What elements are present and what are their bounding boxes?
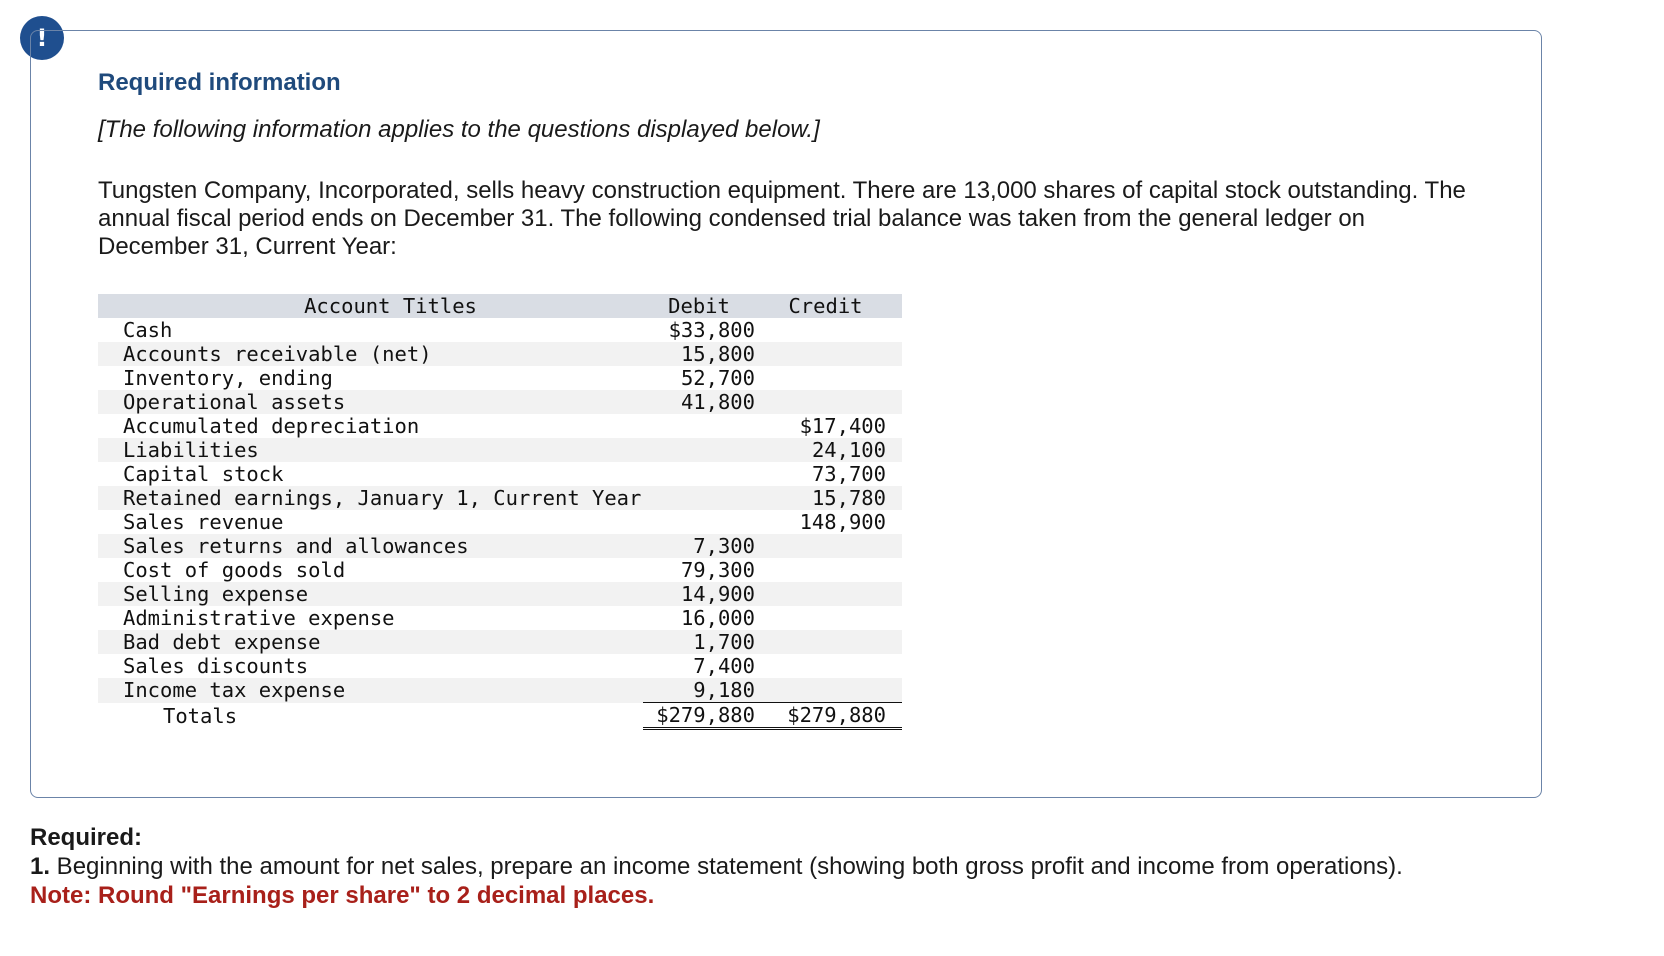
trial-balance-row bbox=[98, 390, 902, 414]
credit-amount bbox=[765, 390, 902, 414]
credit-amount: 24,100 bbox=[765, 438, 902, 462]
account-title: Administrative expense bbox=[123, 606, 395, 630]
debit-amount: $33,800 bbox=[668, 318, 755, 342]
credit-amount bbox=[765, 534, 902, 558]
credit-amount: $17,400 bbox=[799, 414, 886, 438]
trial-balance-row bbox=[98, 654, 902, 678]
header-credit: Credit bbox=[765, 294, 902, 318]
required-note: Note: Round "Earnings per share" to 2 decimal places. bbox=[30, 882, 655, 909]
account-title: Bad debt expense bbox=[98, 630, 643, 654]
trial-balance-row bbox=[98, 342, 902, 366]
debit-amount: 7,300 bbox=[643, 534, 755, 558]
alert-icon: ! bbox=[20, 16, 64, 60]
account-title: Operational assets bbox=[98, 390, 643, 414]
required-label: Required: bbox=[30, 824, 143, 851]
info-heading: Required information bbox=[98, 69, 341, 96]
credit-amount bbox=[765, 558, 902, 582]
trial-balance-row bbox=[98, 486, 902, 510]
trial-balance-row bbox=[98, 366, 902, 390]
credit-amount bbox=[765, 342, 902, 366]
debit-amount: 7,400 bbox=[693, 654, 755, 678]
trial-balance-row bbox=[98, 630, 902, 654]
credit-amount bbox=[765, 630, 902, 654]
trial-balance-row bbox=[98, 438, 902, 462]
account-title: Accumulated depreciation bbox=[123, 414, 420, 438]
account-title: Retained earnings, January 1, Current Year bbox=[98, 486, 643, 510]
totals-label: Totals bbox=[98, 703, 643, 729]
credit-amount bbox=[765, 678, 902, 703]
trial-balance-table bbox=[98, 294, 902, 730]
trial-balance-row bbox=[98, 606, 902, 630]
header-debit: Debit bbox=[643, 294, 755, 318]
trial-balance-totals-row bbox=[98, 703, 902, 729]
trial-balance-row bbox=[98, 582, 902, 606]
trial-balance-row bbox=[98, 558, 902, 582]
credit-amount: 15,780 bbox=[765, 486, 902, 510]
total-credit: $279,880 bbox=[765, 703, 902, 729]
header-account-titles: Account Titles bbox=[98, 294, 643, 318]
debit-amount: 41,800 bbox=[643, 390, 755, 414]
debit-amount bbox=[643, 462, 755, 486]
debit-amount: 15,800 bbox=[643, 342, 755, 366]
trial-balance-row bbox=[98, 318, 902, 342]
required-item-number: 1. bbox=[30, 853, 51, 880]
trial-balance-row bbox=[98, 462, 902, 486]
account-title: Capital stock bbox=[123, 462, 284, 486]
credit-amount bbox=[765, 366, 902, 390]
account-title: Sales discounts bbox=[123, 654, 309, 678]
total-debit: $279,880 bbox=[643, 703, 755, 729]
account-title: Sales returns and allowances bbox=[98, 534, 643, 558]
trial-balance-row bbox=[98, 414, 902, 438]
account-title: Inventory, ending bbox=[123, 366, 333, 390]
debit-amount bbox=[643, 414, 755, 438]
debit-amount: 52,700 bbox=[680, 366, 755, 390]
debit-amount: 1,700 bbox=[643, 630, 755, 654]
debit-amount bbox=[643, 438, 755, 462]
required-section bbox=[30, 823, 1630, 910]
account-title: Liabilities bbox=[98, 438, 643, 462]
credit-amount bbox=[765, 606, 902, 630]
credit-amount bbox=[765, 582, 902, 606]
debit-amount: 14,900 bbox=[643, 582, 755, 606]
credit-amount: 73,700 bbox=[811, 462, 886, 486]
account-title: Selling expense bbox=[98, 582, 643, 606]
trial-balance-row bbox=[98, 678, 902, 703]
trial-balance-row bbox=[98, 510, 902, 534]
account-title: Cash bbox=[123, 318, 173, 342]
account-title: Accounts receivable (net) bbox=[98, 342, 643, 366]
info-note: [The following information applies to the questions displayed below.] bbox=[98, 116, 820, 143]
debit-amount bbox=[643, 486, 755, 510]
required-item-text: Beginning with the amount for net sales, prepare an income statement (showing both gross profit and income from operations). bbox=[50, 853, 1403, 880]
debit-amount: 79,300 bbox=[680, 558, 755, 582]
info-body: Tungsten Company, Incorporated, sells heavy construction equipment. There are 13,000 shares of capital stock outstanding. The annual fiscal period ends on December 31. The following condensed trial balance was taken from the general ledger on December 31, Current Year: bbox=[98, 177, 1466, 260]
trial-balance-row bbox=[98, 534, 902, 558]
credit-amount bbox=[765, 318, 902, 342]
trial-balance-header bbox=[98, 294, 902, 318]
account-title: Cost of goods sold bbox=[123, 558, 346, 582]
debit-amount: 9,180 bbox=[643, 678, 755, 703]
credit-amount bbox=[765, 654, 902, 678]
account-title: Income tax expense bbox=[98, 678, 643, 703]
debit-amount bbox=[643, 510, 755, 534]
debit-amount: 16,000 bbox=[680, 606, 755, 630]
account-title: Sales revenue bbox=[123, 510, 284, 534]
credit-amount: 148,900 bbox=[799, 510, 886, 534]
